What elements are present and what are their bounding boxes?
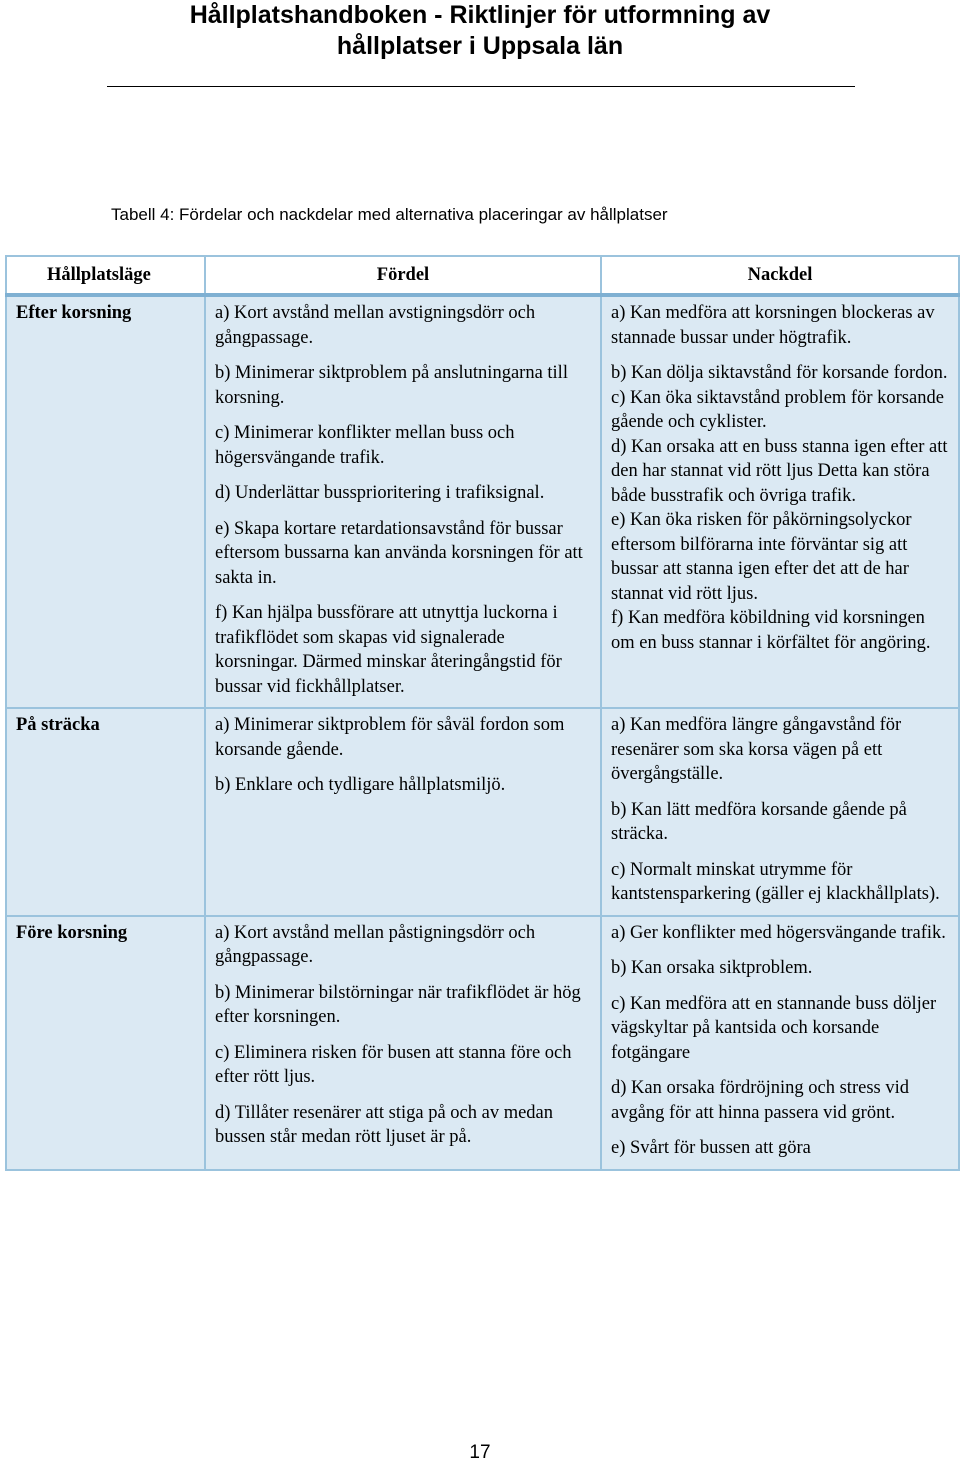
column-header-fordel: Fördel [205, 256, 601, 295]
list-item: e) Skapa kortare retardationsavstånd för bussar eftersom bussarna kan använda korsningen för att sakta in. [215, 518, 583, 588]
title-line-2: hållplatser i Uppsala län [336, 32, 624, 60]
list-item: b) Minimerar siktproblem på anslutningarna till korsning. [215, 363, 568, 408]
list-item: b) Kan dölja siktavstånd för korsande fordon. [611, 363, 948, 383]
list-item: b) Kan orsaka siktproblem. [611, 958, 813, 978]
list-item: b) Kan lätt medföra korsande gående på sträcka. [611, 799, 907, 844]
document-title [0, 0, 960, 62]
table-caption: Tabell 4: Fördelar och nackdelar med alternativa placeringar av hållplatser [111, 205, 668, 224]
row-label: Efter korsning [6, 295, 205, 708]
list-item: c) Kan öka siktavstånd problem för korsande gående och cyklister. [611, 387, 944, 432]
list-item: c) Minimerar konflikter mellan buss och högersvängande trafik. [215, 423, 515, 468]
table-header-row [6, 256, 959, 295]
list-item: b) Enklare och tydligare hållplatsmiljö. [215, 775, 506, 795]
column-header-hallplatslage: Hållplatsläge [6, 256, 205, 295]
row-label: Före korsning [6, 916, 205, 1170]
list-item: f) Kan hjälpa bussförare att utnyttja luckorna i trafikflödet som skapas vid signalerade korsningar. Därmed minskar återingångstid för bussar vid fickhållplatser. [215, 603, 562, 697]
list-item: d) Kan orsaka fördröjning och stress vid avgång för att hinna passera vid grönt. [611, 1078, 909, 1123]
list-item: b) Minimerar bilstörningar när trafikflödet är hög efter korsningen. [215, 982, 581, 1027]
page-number: 17 [469, 1442, 491, 1463]
list-item: d) Underlättar bussprioritering i trafiksignal. [215, 483, 545, 503]
table-row [6, 916, 959, 1170]
list-item: e) Kan öka risken för påkörningsolyckor eftersom bilförarna inte förväntar sig att bussar att stanna igen efter det att de har stannat vid rött ljus. [611, 510, 912, 604]
list-item: e) Svårt för bussen att göra [611, 1138, 811, 1158]
row-label: På sträcka [6, 708, 205, 916]
fordel-cell [205, 916, 601, 1170]
title-divider [107, 86, 855, 87]
table-row [6, 708, 959, 916]
list-item: a) Kan medföra längre gångavstånd för resenärer som ska korsa vägen på ett övergångställe. [611, 715, 902, 784]
nackdel-cell [601, 708, 959, 916]
column-header-nackdel: Nackdel [601, 256, 959, 295]
list-item: a) Minimerar siktproblem för såväl fordon som korsande gående. [215, 715, 565, 760]
list-item: a) Ger konflikter med högersvängande trafik. [611, 922, 946, 943]
placement-table [5, 255, 960, 1171]
title-line-1: Hållplatshandboken - Riktlinjer för utformning av [189, 1, 771, 29]
list-item: a) Kort avstånd mellan avstigningsdörr och gångpassage. [215, 303, 536, 348]
fordel-cell [205, 708, 601, 916]
nackdel-cell [601, 295, 959, 708]
table-row [6, 295, 959, 708]
list-item: d) Kan orsaka att en buss stanna igen efter att den har stannat vid rött ljus Detta kan störa både busstrafik och övriga trafik. [611, 436, 948, 506]
list-item: c) Normalt minskat utrymme för kantstensparkering (gäller ej klackhållplats). [611, 859, 940, 904]
list-item: a) Kort avstånd mellan påstigningsdörr och gångpassage. [215, 922, 536, 967]
fordel-cell [205, 295, 601, 708]
list-item: d) Tillåter resenärer att stiga på och av medan bussen står medan rött ljuset är på. [215, 1102, 554, 1147]
list-item: c) Kan medföra att en stannande buss döljer vägskyltar på kantsida och korsande fotgängare [611, 993, 937, 1063]
nackdel-cell [601, 916, 959, 1170]
list-item: c) Eliminera risken för busen att stanna före och efter rött ljus. [215, 1042, 572, 1087]
list-item: a) Kan medföra att korsningen blockeras av stannade bussar under högtrafik. [611, 303, 935, 348]
list-item: f) Kan medföra köbildning vid korsningen om en buss stannar i körfältet för angöring. [611, 608, 931, 653]
